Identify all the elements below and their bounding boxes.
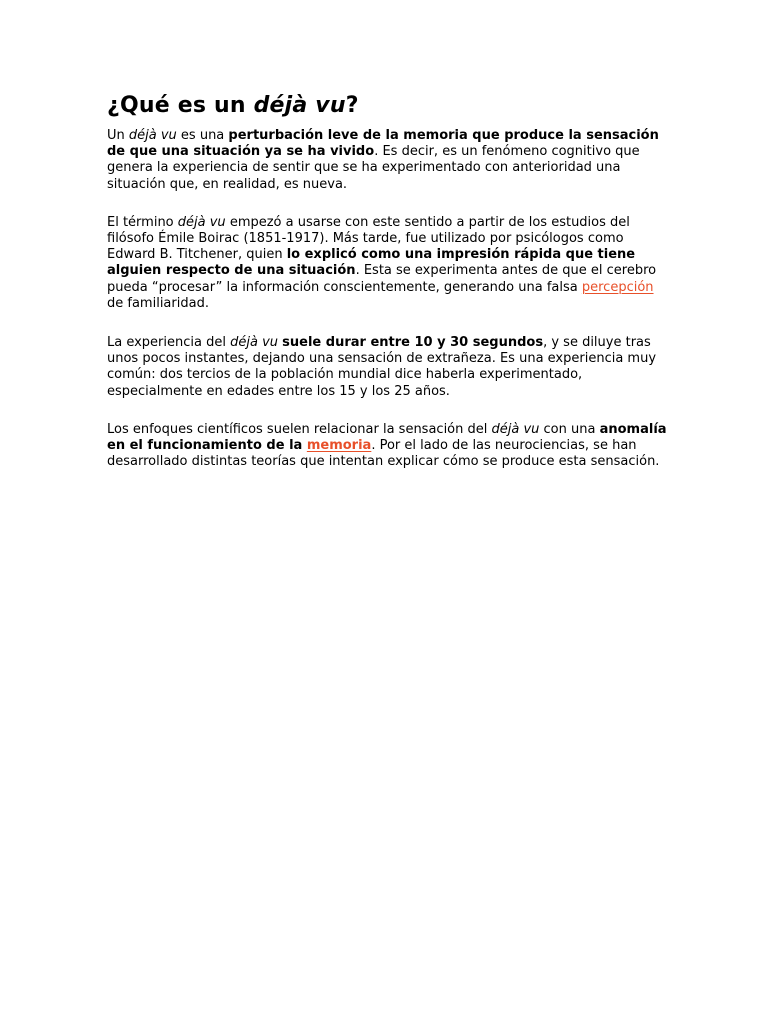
text: es una [176,128,229,143]
text: El término [107,214,178,230]
paragraph-origin [107,215,667,312]
bold-text: anomalía en el funcionamiento de la [107,421,667,454]
paragraph-duration [107,335,667,400]
text: La experiencia del [107,335,231,351]
paragraph-science [107,422,667,471]
text: . Es decir, es un fenómeno cognitivo que genera la experiencia de sentir que se ha experimentado con anterioridad una situación que, en realidad, es nueva. [107,144,640,192]
bold-text: suele durar entre 10 y 30 segundos [282,335,544,351]
text: Los enfoques científicos suelen relacionar la sensación del [107,421,492,437]
term-italic: déjà vu [177,214,226,230]
bold-text: perturbación leve de la memoria que produce la sensación de que una situación ya se ha vivido [107,128,659,160]
term-italic: déjà vu [491,421,540,437]
memoria-link[interactable]: memoria [306,438,372,454]
page-title [107,92,667,120]
title-term: déjà vu [253,93,346,118]
text: . Por el lado de las neurociencias, se han desarrollado distintas teorías que intentan explicar cómo se produce esta sensación. [107,438,660,470]
percepcion-link[interactable]: percepción [581,279,654,295]
article [107,92,667,492]
paragraph-definition [107,128,667,193]
text: con una [539,421,600,437]
text: . Esta se experimenta antes de que el cerebro pueda “procesar” la información conscientemente, generando una falsa [107,263,657,295]
title-suffix: ? [345,93,359,118]
text: Un [107,128,129,143]
term-italic: déjà vu [230,335,279,351]
term-italic: déjà vu [128,128,177,143]
text: empezó a usarse con este sentido a partir de los estudios del filósofo Émile Boirac (1851-1917). Más tarde, fue utilizado por psicólogos como Edward B. Titchener, quien [107,214,630,263]
text: , y se diluye tras unos pocos instantes, dejando una sensación de extrañeza. Es una experiencia muy común: dos tercios de la población mundial dice haberla experimentado, especialmente en edades entre los 15 y los 25 años. [107,335,657,399]
title-prefix: ¿Qué es un [107,93,254,118]
bold-text: lo explicó como una impresión rápida que tiene alguien respecto de una situación [107,247,636,279]
text: de familiaridad. [107,295,209,311]
